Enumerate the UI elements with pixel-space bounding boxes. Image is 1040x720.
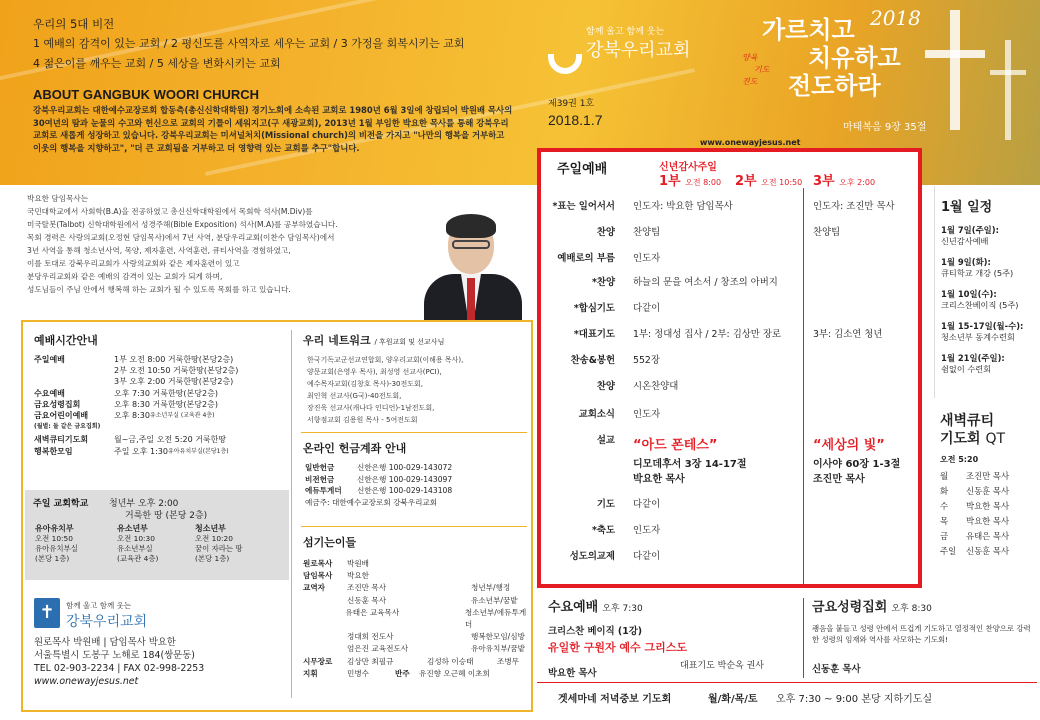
qt-day: 화 (940, 486, 949, 496)
order-row (541, 378, 918, 398)
pastor-line: 3년 사역을 통해 청소년사역, 목양, 제자훈련, 사역훈련, 큐티사역을 경험하였고, (27, 246, 291, 255)
wednesday-service (548, 596, 798, 679)
person: 박요한 (347, 571, 370, 581)
order-value: 인도자 (633, 409, 661, 420)
account-label: 에듀투게더 (305, 486, 342, 496)
order-value: 다같이 (633, 499, 661, 510)
account-number: 신한은행 100-029-143108 (357, 486, 453, 496)
role: 교역자 (303, 583, 326, 593)
side-word: 양육 (742, 53, 758, 62)
list-item (941, 353, 1038, 375)
logo-name: 강북우리교회 (586, 40, 691, 61)
sermon-preacher: 조진만 목사 (813, 474, 865, 485)
wednesday-series: 크리스찬 베이직 (1강) (548, 626, 643, 637)
wednesday-title (548, 596, 798, 615)
group-name: 유소년부 (117, 524, 148, 533)
order-label: 기도 (596, 499, 615, 510)
theme-line: 치유하고 (808, 44, 901, 72)
network-title-text: 우리 네트워크 (303, 334, 371, 347)
friday-title (812, 596, 1037, 615)
qt-day: 주일 (940, 546, 957, 556)
theme-slogan (762, 16, 901, 100)
group-floor: (본당 1층) (35, 554, 70, 563)
logo-name: 강북우리교회 (66, 614, 148, 630)
side-word: 기도 (754, 65, 770, 74)
order-label: 찬송&봉헌 (570, 355, 615, 366)
sermon-1-2 (633, 434, 747, 485)
person: 정대희 전도사 (347, 632, 394, 642)
order-label: *합심기도 (573, 303, 615, 314)
table-row (34, 376, 238, 387)
vision-block (33, 14, 465, 74)
order-row (541, 198, 918, 218)
qt-title-line: 기도회 (940, 431, 981, 447)
logo-slogan: 함께 울고 함께 웃는 (66, 601, 132, 610)
order-label: 찬양 (596, 227, 615, 238)
divider (301, 432, 527, 433)
friday-time: 오후 8:30 (891, 604, 932, 614)
order-row (541, 548, 918, 568)
sunday-worship-title: 주일예배 (557, 162, 608, 177)
row-value: 오후 8:30 (114, 411, 150, 421)
role (303, 607, 345, 631)
contact-line: 서울특별시 도봉구 노해로 184(쌍문동) (34, 650, 195, 661)
order-value: 하늘의 문을 여소서 / 창조의 아버지 (633, 277, 778, 288)
qt-title-line: 새벽큐티 (940, 413, 995, 429)
table-row (305, 485, 452, 497)
list-item (941, 321, 1038, 343)
duty: 청소년부/에듀투게더 (464, 607, 527, 630)
order-row (541, 496, 918, 516)
account-label: 비전헌금 (305, 474, 335, 484)
row-label: 금요어린이예배 (34, 411, 89, 421)
table-row (940, 484, 1038, 499)
school-title: 주일 교회학교 (33, 499, 89, 509)
order-label: *축도 (591, 525, 615, 536)
table-row (303, 656, 531, 668)
person: 신동훈 목사 (347, 595, 387, 605)
website-link[interactable]: www.onewayjesus.net (34, 676, 139, 687)
sermon-title: “세상의 빛” (813, 438, 885, 453)
pastor-line: 분당우리교회와 같은 예배의 감격이 있는 교회가 되게 하며, (27, 272, 223, 281)
event-text: 청소년부 동계수련회 (941, 332, 1015, 342)
duty: 행복한모임/심방 (471, 632, 525, 642)
role: 담임목사 (303, 571, 333, 581)
sunday-school-panel (25, 490, 289, 580)
account-holder: 예금주: 대한예수교장로회 강북우리교회 (305, 498, 438, 508)
order-row (541, 274, 918, 294)
qt-leader: 신동훈 목사 (966, 486, 1010, 496)
divider (537, 682, 1037, 683)
wednesday-title-text: 수요예배 (548, 600, 599, 615)
pastor-line: 미국탈봇(Talbot) 신학대학원에서 성경주해(Bible Exposition) 석사(M.A)를 공부하였습니다. (27, 220, 338, 229)
table-row (303, 643, 531, 655)
row-value: 2부 오전 10:50 거룩한땅(본당2층) (114, 366, 239, 376)
list-item (941, 257, 1038, 279)
cross-icon (990, 70, 1026, 75)
servants-title: 섬기는이들 (303, 536, 357, 549)
table-row (34, 410, 238, 421)
smile-logo-icon (548, 54, 582, 74)
row-value: 오후 7:30 거룩한땅(본당2층) (114, 388, 218, 398)
order-row (541, 300, 918, 320)
friday-preacher: 신동훈 목사 (812, 664, 861, 675)
qt-day: 목 (940, 516, 949, 526)
order-value: 시온찬양대 (633, 381, 679, 392)
role: 반주 (395, 668, 410, 678)
group-place: 유아유치부실 (35, 544, 78, 553)
friday-description: 괭음을 붙들고 성령 안에서 뜨겁게 기도하고 열정적인 찬양으로 강력한 성령의 임재와 역사를 사모하는 기도회! (812, 624, 1031, 644)
logo-slogan: 함께 울고 함께 웃는 (586, 27, 665, 37)
gethsemane-name: 겟세마네 저녁중보 기도회 (558, 694, 672, 705)
order-row (541, 522, 918, 542)
row-label: 금요성령집회 (34, 399, 81, 409)
qt-title-suffix: QT (985, 431, 1006, 447)
school-value: 청년부 오후 2:00 (109, 499, 179, 509)
servants-table (303, 558, 531, 680)
table-row (303, 558, 531, 570)
group-time: 오전 10:30 (117, 534, 155, 543)
person: 유진향 오근혜 이초희 (419, 668, 490, 678)
order-value: 찬양팀 (633, 227, 661, 238)
order-row (541, 224, 918, 244)
table-row (34, 365, 238, 376)
person: 엄은진 교육전도사 (347, 644, 409, 654)
network-title (303, 332, 444, 348)
order-value: 인도자 (633, 253, 661, 264)
order-value: 찬양팀 (813, 227, 841, 238)
role (303, 643, 347, 655)
theme-side-words (742, 52, 769, 88)
table-row (34, 446, 238, 457)
schedule-title: 1월 일정 (941, 200, 993, 215)
group-name: 청소년부 (195, 524, 226, 533)
table-row (940, 499, 1038, 514)
role: 지휘 (303, 668, 318, 678)
group-place: 꿈이 자라는 땅 (195, 544, 243, 553)
group-floor: (본당 1층) (195, 554, 230, 563)
cross-icon (1005, 40, 1011, 140)
sermon-title: “아드 폰테스” (633, 438, 718, 453)
group-floor: (교육관 4층) (117, 554, 159, 563)
contact-line: 원로목사 박원배 | 담임목사 박요한 (34, 637, 176, 648)
qt-day: 금 (940, 531, 949, 541)
qt-leader: 신동훈 목사 (966, 546, 1010, 556)
qt-day: 수 (940, 501, 949, 511)
table-row (303, 607, 531, 631)
sunday-subtitle: 신년감사주일 (659, 162, 717, 173)
pastor-line: 국민대학교에서 사회학(B.A)을 전공하였고 총신신학대학원에서 목회학 석사(M.Div)를 (27, 207, 313, 216)
row-value: 1부 오전 8:00 거룩한땅(본당2층) (114, 355, 234, 364)
monthly-schedule (934, 186, 1038, 398)
qt-leader: 박요한 목사 (966, 501, 1010, 511)
person: 김성하 이승태 (427, 656, 474, 666)
person: 유태은 교육목사 (345, 607, 400, 617)
list-item: 한국기독교군선교연합회, 양우리교회(이해용 목사), (307, 356, 464, 364)
event-text: 신년감사예배 (941, 236, 989, 246)
role (303, 595, 347, 607)
cross-icon (925, 50, 985, 58)
order-value: 1부: 정대성 집사 / 2부: 김상만 장로 (633, 329, 781, 340)
cross-logo-icon: ✝ (34, 598, 60, 628)
event-text: 큐티학교 개강 (5주) (941, 268, 1014, 278)
school-group (195, 524, 243, 564)
pastor-photo (418, 210, 528, 328)
order-row (541, 250, 918, 270)
person: 조진만 목사 (347, 583, 387, 593)
row-label: 주일예배 (34, 355, 65, 364)
divider (301, 526, 527, 527)
group-place: 유소년부실 (117, 544, 153, 553)
contact-info (34, 636, 204, 688)
sermon-3 (813, 434, 900, 485)
row-label: 수요예배 (34, 388, 65, 398)
row-value: 3부 오후 2:00 거룩한땅(본당2층) (114, 377, 234, 387)
session-2 (735, 170, 802, 189)
row-value: 월~금,주일 오전 5:20 거룩한땅 (114, 435, 227, 445)
order-label: 설교 (596, 435, 615, 446)
row-value: 오후 8:30 거룩한땅(본당2층) (114, 399, 218, 409)
table-row (303, 631, 531, 643)
divider (291, 330, 292, 698)
table-row (34, 354, 238, 365)
gethsemane-time: 오후 7:30 ~ 9:00 본당 지하기도실 (776, 694, 933, 705)
table-row (940, 514, 1038, 529)
event-text: 쉼없이 수련회 (941, 364, 992, 374)
photo-tie (467, 278, 475, 322)
person: 김상만 최필규 (347, 656, 394, 666)
sunday-worship-box (537, 148, 922, 588)
wednesday-sermon: 유일한 구원자 예수 그리스도 (548, 641, 687, 654)
info-box (21, 320, 533, 712)
order-label: 예배로의 부름 (557, 253, 615, 264)
row-note: 유소년부실 (교육관 4층) (149, 412, 215, 420)
theme-verse: 마태복음 9장 35절 (843, 122, 927, 133)
table-row (34, 388, 238, 399)
sermon-preacher: 박요한 목사 (633, 474, 685, 485)
order-value: 인도자 (633, 525, 661, 536)
pastor-line: 목회 경력은 사랑의교회(오정현 담임목사)에서 7년 사역, 분당우리교회(이찬수 담임목사)에서 (27, 233, 335, 242)
cross-icon (950, 10, 960, 130)
table-row (305, 462, 452, 474)
friday-title-text: 금요성령집회 (812, 600, 888, 615)
person: 조병무 (497, 656, 520, 666)
order-label: *대표기도 (573, 329, 615, 340)
pastor-line: 이를 토대로 강북우리교회가 사랑의교회와 같은 제자훈련이 있고 (27, 259, 240, 268)
qt-title (940, 412, 1038, 448)
small-note: (월별: 둘 같은 금요집회) (34, 423, 101, 431)
list-item: 서향점교회 김용원 목사 - 5여전도회 (307, 416, 418, 424)
worship-times-title: 예배시간안내 (34, 334, 98, 347)
duty: 유아유치부/꿈밭 (471, 644, 525, 654)
table-row (34, 434, 238, 445)
dawn-qt-schedule (934, 402, 1038, 588)
order-label: *표는 일어서서 (552, 201, 615, 212)
session-time: 오전 10:50 (761, 178, 803, 187)
role: 시무장로 (303, 656, 333, 666)
photo-hair (446, 214, 496, 238)
issue-date: 2018.1.7 (548, 112, 603, 128)
event-date: 1월 9일(화): (941, 257, 991, 267)
order-value: 다같이 (633, 303, 661, 314)
about-body: 강북우리교회는 대한예수교장로회 합동측(총신신학대학원) 경기노회에 소속된 교회로 1980년 6월 3일에 창립되어 박원배 목사의 30여년의 땀과 눈물의 수고와 헌신으로 교회의 기틀이 세워지고(구 새광교회), 2013년 1월 부임한 박요한 목사를 통해 강북우리교회로 새롭게 성장하고 있습니다. 강북우리교회는 미셔널처치(Missional church)의 비전을 가지고 "나만의 행복을 거부하고 이웃의 행복을 지향하고", "더 큰 교회됨을 거부하고 더 영향력 있는 교회를 추구"합니다. (33, 105, 513, 153)
school-value: 거룩한 땅 (본당 2층) (125, 511, 208, 521)
duty: 청년부/행정 (471, 583, 511, 593)
row-label (34, 376, 114, 387)
row-label (34, 365, 114, 376)
person: 박원배 (347, 559, 370, 568)
list-item: 장진욱 선교사(캐나다 인디언)-1남전도회, (307, 404, 435, 412)
qt-leader: 유태은 목사 (966, 531, 1010, 541)
offering-table (305, 462, 452, 509)
list-item: 최인혁 선교사(G국)-40전도회, (307, 392, 402, 400)
order-label: 찬양 (596, 381, 615, 392)
event-date: 1월 21일(주일): (941, 353, 1005, 363)
account-number: 신한은행 100-029-143097 (357, 474, 453, 484)
vision-title: 우리의 5대 비전 (33, 17, 115, 31)
network-subtitle: / 후원교회 및 선교사님 (374, 338, 445, 346)
qt-leader: 조진만 목사 (966, 471, 1010, 481)
session-time: 오전 8:00 (685, 178, 722, 187)
pastor-line: 성도님들이 주님 안에서 행복해 하는 교회가 될 수 있도록 목회를 하고 있습니다. (27, 285, 291, 294)
qt-leader: 박요한 목사 (966, 516, 1010, 526)
qt-time: 오전 5:20 (940, 455, 979, 464)
table-row (303, 668, 531, 680)
group-time: 오전 10:20 (195, 534, 233, 543)
event-date: 1월 15-17일(월-수): (941, 321, 1024, 331)
session-label: 3부 (813, 174, 835, 189)
role (303, 631, 347, 643)
table-row (940, 529, 1038, 544)
pastor-line: 박요한 담임목사는 (27, 194, 89, 203)
about-title: ABOUT GANGBUK WOORI CHURCH (33, 87, 260, 102)
order-value: 다같이 (633, 551, 661, 562)
school-group (117, 524, 158, 564)
qt-day: 월 (940, 471, 949, 481)
account-number: 신한은행 100-029-143072 (357, 463, 453, 472)
school-group (35, 524, 78, 564)
duty: 유소년부/꿈밭 (471, 595, 518, 605)
wednesday-time: 오후 7:30 (602, 604, 643, 614)
issue-number: 제39권 1호 (548, 99, 595, 109)
divider (803, 598, 804, 678)
order-label: 성도의교제 (569, 551, 615, 562)
worship-times-table (34, 354, 238, 457)
network-list (307, 354, 463, 426)
person: 민병수 (347, 668, 370, 678)
wednesday-prayer: 대표기도 박순옥 권사 (680, 661, 764, 671)
table-row (305, 474, 452, 486)
session-3 (813, 170, 875, 189)
session-label: 2부 (735, 174, 757, 189)
row-value: 주일 오후 1:30 (114, 446, 168, 456)
photo-glasses (452, 240, 490, 249)
table-row (303, 582, 531, 594)
table-row (940, 469, 1038, 484)
contact-line: TEL 02-903-2234 | FAX 02-998-2253 (34, 663, 205, 674)
order-value: 인도자: 조진만 목사 (813, 201, 895, 212)
theme-line: 전도하라 (788, 72, 881, 100)
order-value: 552장 (633, 355, 660, 366)
role: 원로목사 (303, 559, 333, 568)
session-label: 1부 (659, 174, 681, 189)
event-date: 1월 7일(주일): (941, 225, 999, 235)
list-item: 예수목자교회(김창호 목사)-30전도회, (307, 380, 424, 388)
order-value: 인도자: 박요한 담임목사 (633, 201, 733, 212)
wednesday-preacher: 박요한 목사 (548, 668, 597, 679)
order-label: *찬양 (591, 277, 615, 288)
gethsemane-prayer (558, 690, 932, 705)
side-word: 전도 (742, 77, 758, 86)
event-date: 1월 10일(수): (941, 289, 997, 299)
group-name: 유아유치부 (35, 524, 74, 533)
sermon-reference: 디모데후서 3장 14-17절 (633, 459, 747, 470)
vision-line: 4 젊은이를 깨우는 교회 / 5 세상을 변화시키는 교회 (33, 57, 281, 70)
theme-line: 가르치고 (762, 16, 855, 44)
table-row (34, 399, 238, 410)
offering-title: 온라인 헌금계좌 안내 (303, 442, 407, 455)
vision-line: 1 예배의 감격이 있는 교회 / 2 평신도를 사역자로 세우는 교회 / 3 가정을 회복시키는 교회 (33, 37, 465, 50)
session-time: 오후 2:00 (839, 178, 876, 187)
order-row (541, 352, 918, 372)
row-note: 유아유치부실(본당1층) (167, 447, 229, 455)
theme-year: 2018 (870, 6, 921, 30)
order-row (541, 406, 918, 426)
list-item (941, 289, 1038, 311)
event-text: 크리스찬베이직 (5주) (941, 300, 1019, 310)
table-row (940, 544, 1038, 559)
order-row (541, 326, 918, 346)
session-1 (659, 170, 721, 189)
order-value: 3부: 김소연 청년 (813, 329, 883, 340)
pastor-intro (27, 192, 417, 296)
table-row (303, 570, 531, 582)
list-item: 양문교회(은영우 목사), 최성영 선교사(PCI), (307, 368, 442, 376)
row-label: 새벽큐티기도회 (34, 435, 89, 445)
group-time: 오전 10:50 (35, 534, 73, 543)
list-item (941, 225, 1038, 247)
row-label: 행복한모임 (34, 446, 73, 456)
order-label: 교회소식 (578, 409, 615, 420)
friday-service (812, 596, 1037, 675)
table-row (303, 595, 531, 607)
account-label: 일반헌금 (305, 463, 335, 472)
website-link[interactable]: www.onewayjesus.net (700, 138, 801, 147)
table-row (34, 421, 238, 432)
gethsemane-days: 월/화/목/토 (708, 694, 758, 705)
sermon-reference: 이사야 60장 1-3절 (813, 459, 901, 470)
